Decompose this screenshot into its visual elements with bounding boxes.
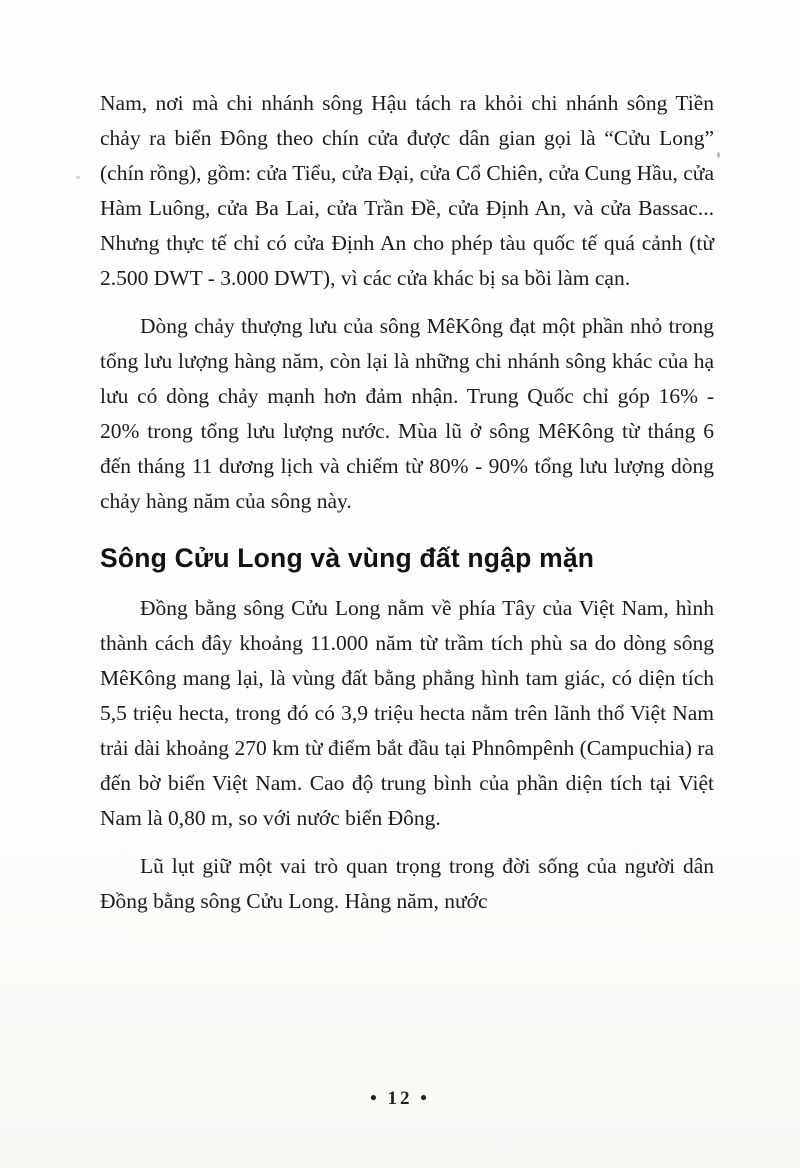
- paragraph-river-mouths: Nam, nơi mà chi nhánh sông Hậu tách ra khỏi chi nhánh sông Tiền chảy ra biển Đông theo chín cửa được dân gian gọi là “Cửu Long” (chín rồng), gồm: cửa Tiểu, cửa Đại, cửa Cổ Chiên, cửa Cung Hầu, cửa Hàm Luông, cửa Ba Lai, cửa Trần Đề, cửa Định An, và cửa Bassac... Nhưng thực tế chỉ có cửa Định An cho phép tàu quốc tế quá cảnh (từ 2.500 DWT - 3.000 DWT), vì các cửa khác bị sa bồi làm cạn.: [100, 91, 714, 290]
- scan-artifact: [717, 152, 720, 158]
- scan-artifact: [76, 176, 80, 179]
- section-heading: Sông Cửu Long và vùng đất ngập mặn: [100, 543, 595, 573]
- paragraph-flood-role: Lũ lụt giữ một vai trò quan trọng trong đời sống của người dân Đồng bằng sông Cửu Long. Hàng năm, nước: [100, 854, 714, 913]
- page-footer: [0, 1088, 800, 1110]
- page-content: [100, 86, 714, 919]
- paragraph-upstream-flow: Dòng chảy thượng lưu của sông MêKông đạt một phần nhỏ trong tổng lưu lượng hàng năm, còn lại là những chi nhánh sông khác của hạ lưu có dòng chảy mạnh hơn đảm nhận. Trung Quốc chỉ góp 16% - 20% trong tổng lưu lượng nước. Mùa lũ ở sông MêKông từ tháng 6 đến tháng 11 dương lịch và chiếm từ 80% - 90% tổng lưu lượng dòng chảy hàng năm của sông này.: [100, 314, 714, 513]
- paragraph-delta-description: Đồng bằng sông Cửu Long nằm về phía Tây của Việt Nam, hình thành cách đây khoảng 11.000 năm từ trầm tích phù sa do dòng sông MêKông mang lại, là vùng đất bằng phẳng hình tam giác, có diện tích 5,5 triệu hecta, trong đó có 3,9 triệu hecta nằm trên lãnh thổ Việt Nam trải dài khoảng 270 km từ điểm bắt đầu tại Phnômpênh (Campuchia) ra đến bờ biển Việt Nam. Cao độ trung bình của phần diện tích tại Việt Nam là 0,80 m, so với nước biển Đông.: [100, 596, 714, 830]
- page-number: • 12 •: [370, 1088, 430, 1109]
